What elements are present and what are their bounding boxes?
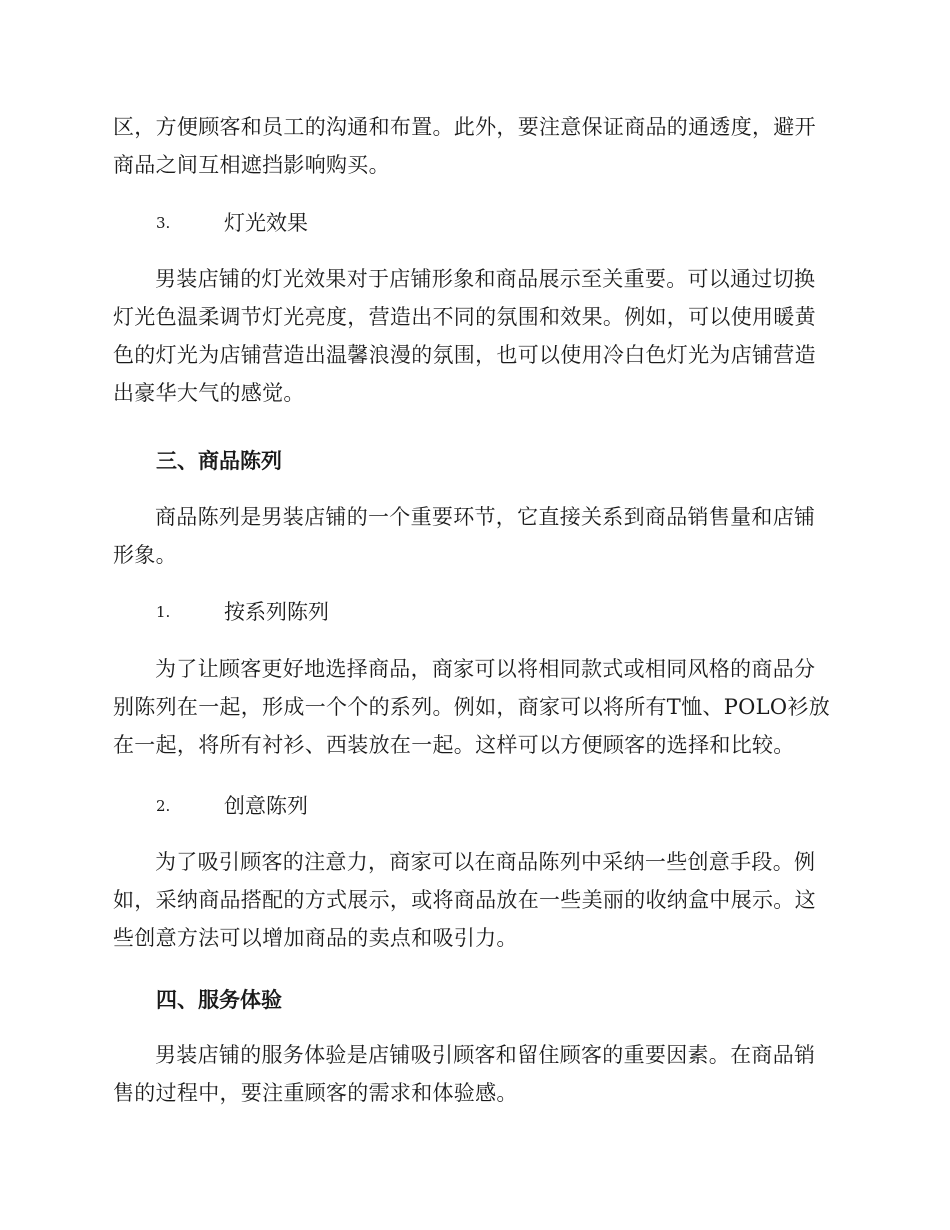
list-number: 3.: [156, 214, 171, 232]
paragraph-text: 区，方便顾客和员工的沟通和布置。此外，要注意保证商品的通透度，避开商品之间互相遮挡影响购买。: [113, 115, 816, 177]
list-number: 2.: [156, 797, 171, 815]
paragraph-service: [113, 1036, 833, 1112]
paragraph-layout-continued: [113, 108, 833, 184]
list-title: 按系列陈列: [224, 600, 329, 624]
paragraph-text: 男装店铺的服务体验是店铺吸引顾客和留住顾客的重要因素。在商品销售的过程中，要注重顾客的需求和体验感。: [113, 1043, 816, 1105]
paragraph-lighting: [113, 260, 833, 412]
paragraph-text: 商品陈列是男装店铺的一个重要环节，它直接关系到商品销售量和店铺形象。: [113, 505, 816, 567]
list-number: 1.: [156, 603, 171, 621]
list-item-series: [156, 597, 836, 627]
list-item-lighting: [156, 208, 836, 238]
section-heading-service: 四、服务体验: [156, 987, 282, 1012]
paragraph-text: 为了吸引顾客的注意力，商家可以在商品陈列中采纳一些创意手段。例如，采纳商品搭配的方式展示，或将商品放在一些美丽的收纳盒中展示。这些创意方法可以增加商品的卖点和吸引力。: [113, 850, 816, 950]
paragraph-text: 男装店铺的灯光效果对于店铺形象和商品展示至关重要。可以通过切换灯光色温柔调节灯光亮度，营造出不同的氛围和效果。例如，可以使用暖黄色的灯光为店铺营造出温馨浪漫的氛围，也可以使用冷白色灯光为店铺营造出豪华大气的感觉。: [113, 267, 816, 405]
paragraph-creative: [113, 843, 833, 957]
paragraph-display-intro: [113, 498, 833, 574]
list-title: 灯光效果: [224, 211, 308, 235]
list-item-creative: [156, 791, 836, 821]
paragraph-series: [113, 650, 833, 764]
list-title: 创意陈列: [224, 794, 308, 818]
paragraph-text: 为了让顾客更好地选择商品，商家可以将相同款式或相同风格的商品分别陈列在一起，形成一个个的系列。例如，商家可以将所有T恤、POLO衫放在一起，将所有衬衫、西装放在一起。这样可以方便顾客的选择和比较。: [113, 657, 831, 757]
section-heading-display: 三、商品陈列: [156, 448, 282, 473]
